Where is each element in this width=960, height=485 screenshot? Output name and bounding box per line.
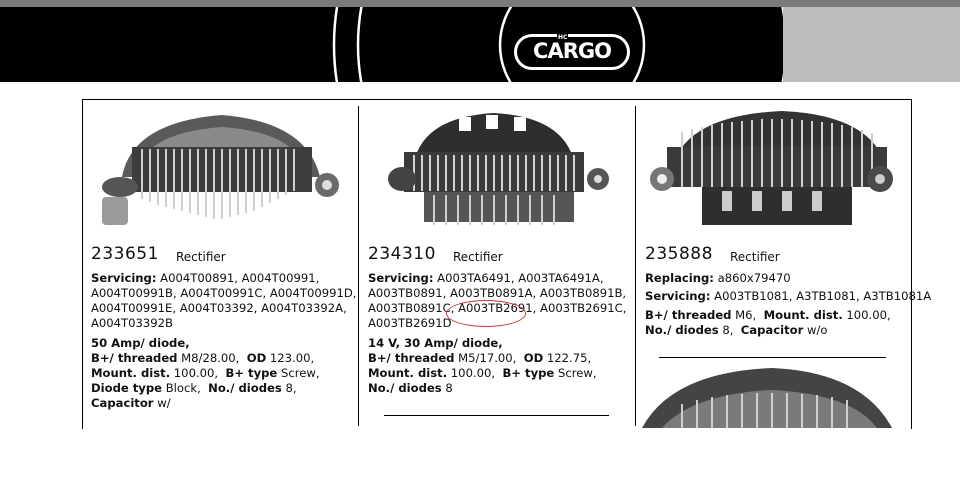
servicing-line: A003TB2691D	[368, 316, 452, 330]
section-separator	[659, 357, 886, 358]
spec-line: No./ diodes 8, Capacitor w/o	[645, 323, 828, 337]
spec-line: B+/ threaded M5/17.00, OD 122.75,	[368, 351, 592, 365]
logo-text: CARGO	[533, 39, 611, 63]
spec-line: Capacitor w/	[91, 396, 171, 410]
replacing-line: Replacing: a860x79470	[645, 271, 791, 285]
product-number: 234310	[368, 244, 436, 264]
cargo-logo	[514, 34, 630, 70]
servicing-line: A003TB0891, A003TB0891A, A003TB0891B,	[368, 286, 627, 300]
spec-line: Mount. dist. 100.00, B+ type Screw,	[91, 366, 320, 380]
spec-line: Mount. dist. 100.00, B+ type Screw,	[368, 366, 597, 380]
header-band	[0, 7, 783, 82]
rectifier-image	[642, 107, 900, 233]
product-type: Rectifier	[453, 250, 503, 264]
spec-line: B+/ threaded M8/28.00, OD 123.00,	[91, 351, 315, 365]
page-bottom-margin	[0, 429, 960, 485]
highlight-annotation	[446, 300, 526, 327]
servicing-line: Servicing: A003TB1081, A3TB1081, A3TB1081A	[645, 289, 932, 303]
rectifier-image-partial	[642, 364, 900, 428]
top-rule	[0, 0, 960, 7]
servicing-line: A004T00991E, A004T03392, A004T03392A,	[91, 301, 347, 315]
logo-prefix: HC	[558, 34, 568, 41]
servicing-line: Servicing: A004T00891, A004T00991,	[91, 271, 320, 285]
spec-line: Diode type Block, No./ diodes 8,	[91, 381, 297, 395]
side-label	[880, 100, 960, 340]
column-divider	[358, 106, 359, 426]
rectifier-image	[374, 107, 614, 233]
servicing-line: A004T00991B, A004T00991C, A004T00991D,	[91, 286, 357, 300]
spec-line: No./ diodes 8	[368, 381, 453, 395]
spec-line: B+/ threaded M6, Mount. dist. 100.00,	[645, 308, 891, 322]
column-divider	[635, 106, 636, 426]
product-type: Rectifier	[730, 250, 780, 264]
header-arcs	[0, 7, 783, 82]
section-separator	[384, 415, 609, 416]
spec-line: 14 V, 30 Amp/ diode,	[368, 336, 503, 350]
rectifier-image	[92, 107, 350, 233]
servicing-line: Servicing: A003TA6491, A003TA6491A,	[368, 271, 604, 285]
servicing-line: A003TB0891C, A003TB2691, A003TB2691C,	[368, 301, 627, 315]
product-type: Rectifier	[176, 250, 226, 264]
servicing-line: A004T03392B	[91, 316, 173, 330]
spec-line: 50 Amp/ diode,	[91, 336, 190, 350]
product-number: 233651	[91, 244, 159, 264]
header-grey-panel	[783, 7, 960, 82]
product-number: 235888	[645, 244, 713, 264]
